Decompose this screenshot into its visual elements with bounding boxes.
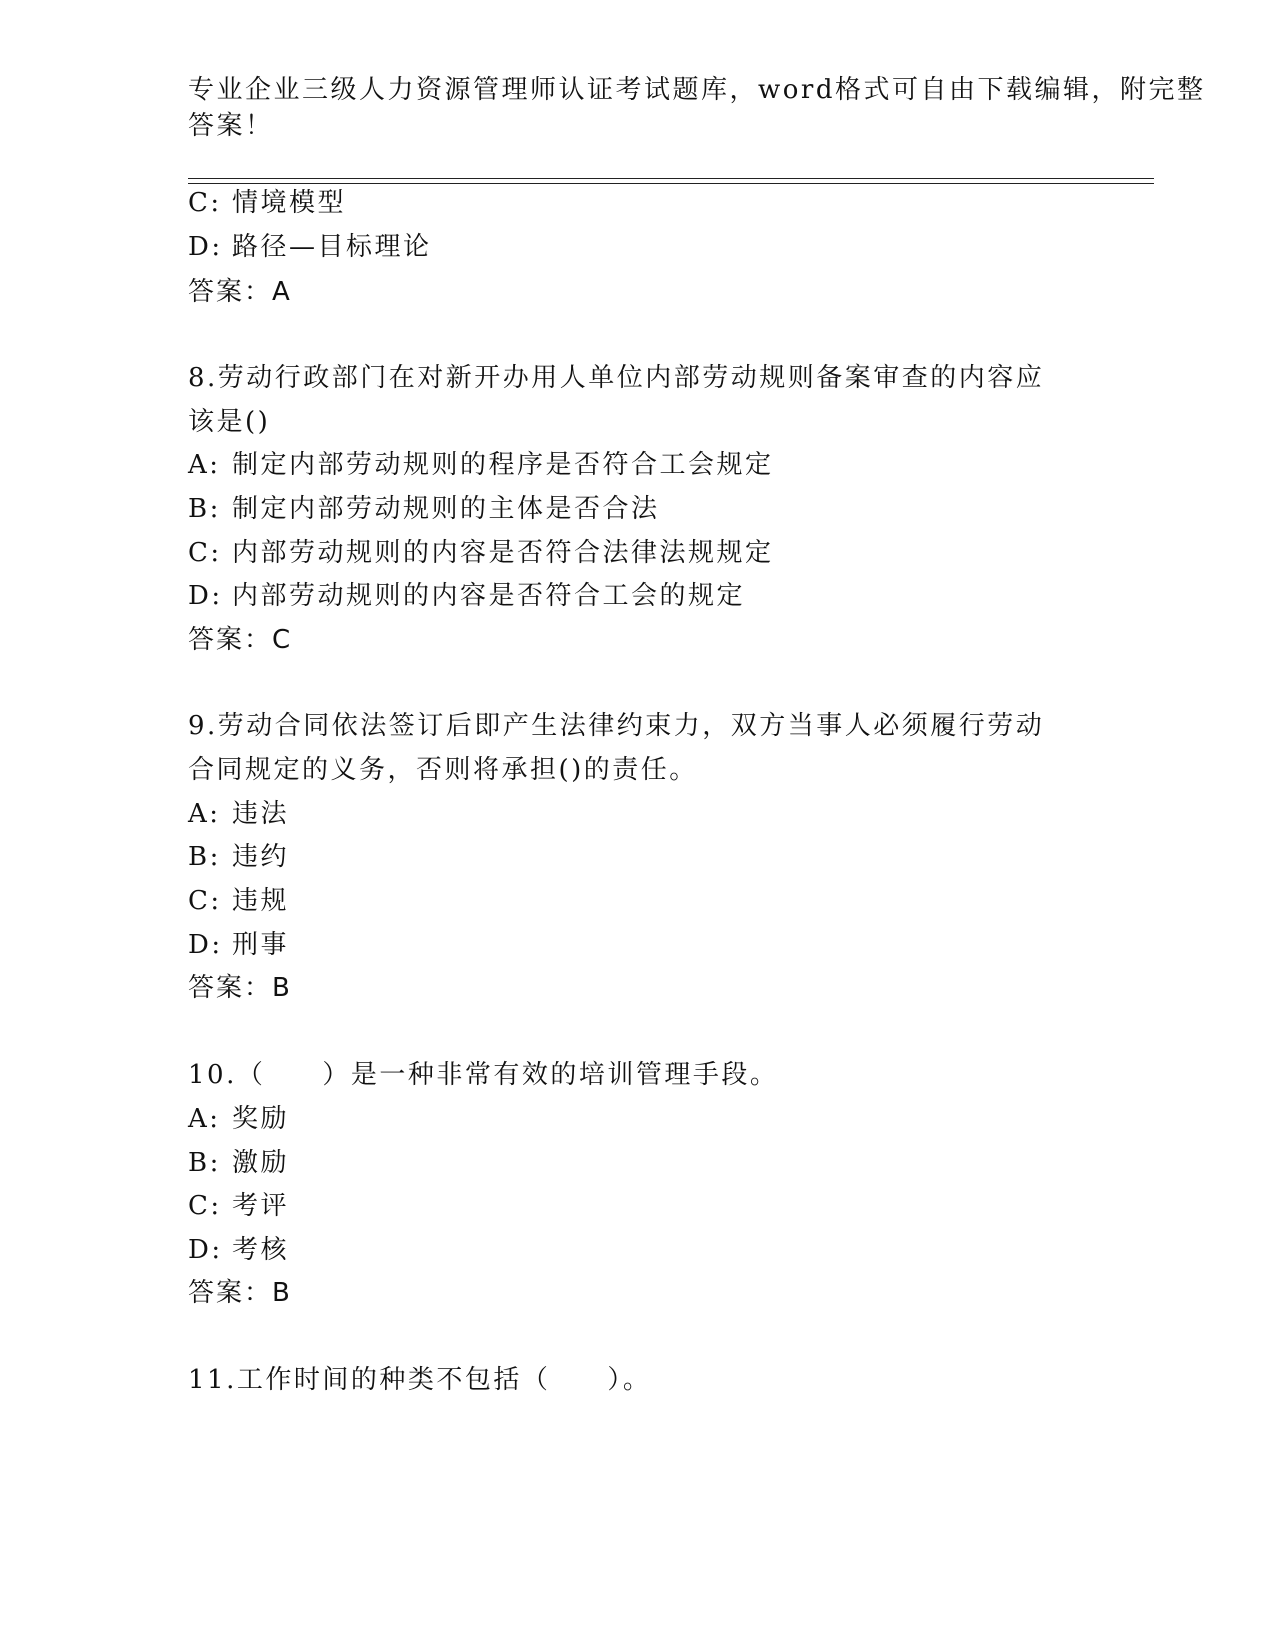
option-c [188,185,346,221]
option-text: 考核 [232,1235,290,1265]
option-letter: C: [188,1191,222,1221]
answer: 答案：A [188,277,292,307]
option-letter: D: [188,1235,223,1265]
question-10-answer: 答案：B [188,1278,292,1308]
option-letter: A: [188,799,221,829]
question-9-stem-line-2: 合同规定的义务，否则将承担()的责任。 [188,755,698,785]
question-8-answer: 答案：C [188,625,293,655]
option-letter: C: [188,188,222,218]
question-8-option-c [188,535,774,571]
option-text: 刑事 [232,930,290,960]
option-text: 内部劳动规则的内容是否符合工会的规定 [232,581,746,611]
question-10-option-a [188,1101,289,1137]
option-letter: D: [188,232,223,262]
option-text: 制定内部劳动规则的主体是否合法 [232,494,660,524]
document-header [188,72,1206,144]
question-10-stem: 10.（ ）是一种非常有效的培训管理手段。 [188,1060,779,1090]
question-9-option-c [188,883,289,919]
option-text: 奖励 [232,1104,290,1134]
question-9-option-a [188,796,289,832]
option-text: 制定内部劳动规则的程序是否符合工会规定 [232,450,774,480]
header-line-2: 答案！ [188,111,274,141]
question-11-stem: 11.工作时间的种类不包括（ ）。 [188,1365,652,1395]
option-letter: B: [188,842,221,872]
option-letter: A: [188,450,221,480]
question-8-stem-line-2: 该是() [188,407,271,437]
question-9-option-b [188,839,289,875]
option-letter: A: [188,1104,221,1134]
option-letter: D: [188,930,223,960]
question-10-option-b [188,1145,289,1181]
header-rule-top [188,178,1154,179]
option-letter: B: [188,494,221,524]
header-line-1: 专业企业三级人力资源管理师认证考试题库，word格式可自由下载编辑，附完整 [188,75,1206,105]
question-10-option-d [188,1232,289,1268]
option-text: 违约 [232,842,290,872]
option-text: 内部劳动规则的内容是否符合法律法规规定 [232,538,774,568]
option-text: 考评 [232,1191,290,1221]
option-text: 违法 [232,799,290,829]
question-8-option-d [188,578,745,614]
question-8-stem-line-1: 8.劳动行政部门在对新开办用人单位内部劳动规则备案审查的内容应 [188,363,1045,393]
question-8-option-a [188,447,774,483]
option-letter: B: [188,1148,221,1178]
question-9-stem-line-1: 9.劳动合同依法签订后即产生法律约束力，双方当事人必须履行劳动 [188,711,1045,741]
option-d [188,229,432,265]
option-letter: C: [188,538,222,568]
option-text: 违规 [232,886,290,916]
option-text: 激励 [232,1148,290,1178]
question-8-option-b [188,491,660,527]
option-letter: C: [188,886,222,916]
option-letter: D: [188,581,223,611]
option-text: 情境模型 [232,188,347,218]
question-9-answer: 答案：B [188,973,292,1003]
option-text: 路径—目标理论 [232,232,432,262]
question-9-option-d [188,927,289,963]
header-rule-bottom [188,183,1154,184]
question-10-option-c [188,1188,289,1224]
